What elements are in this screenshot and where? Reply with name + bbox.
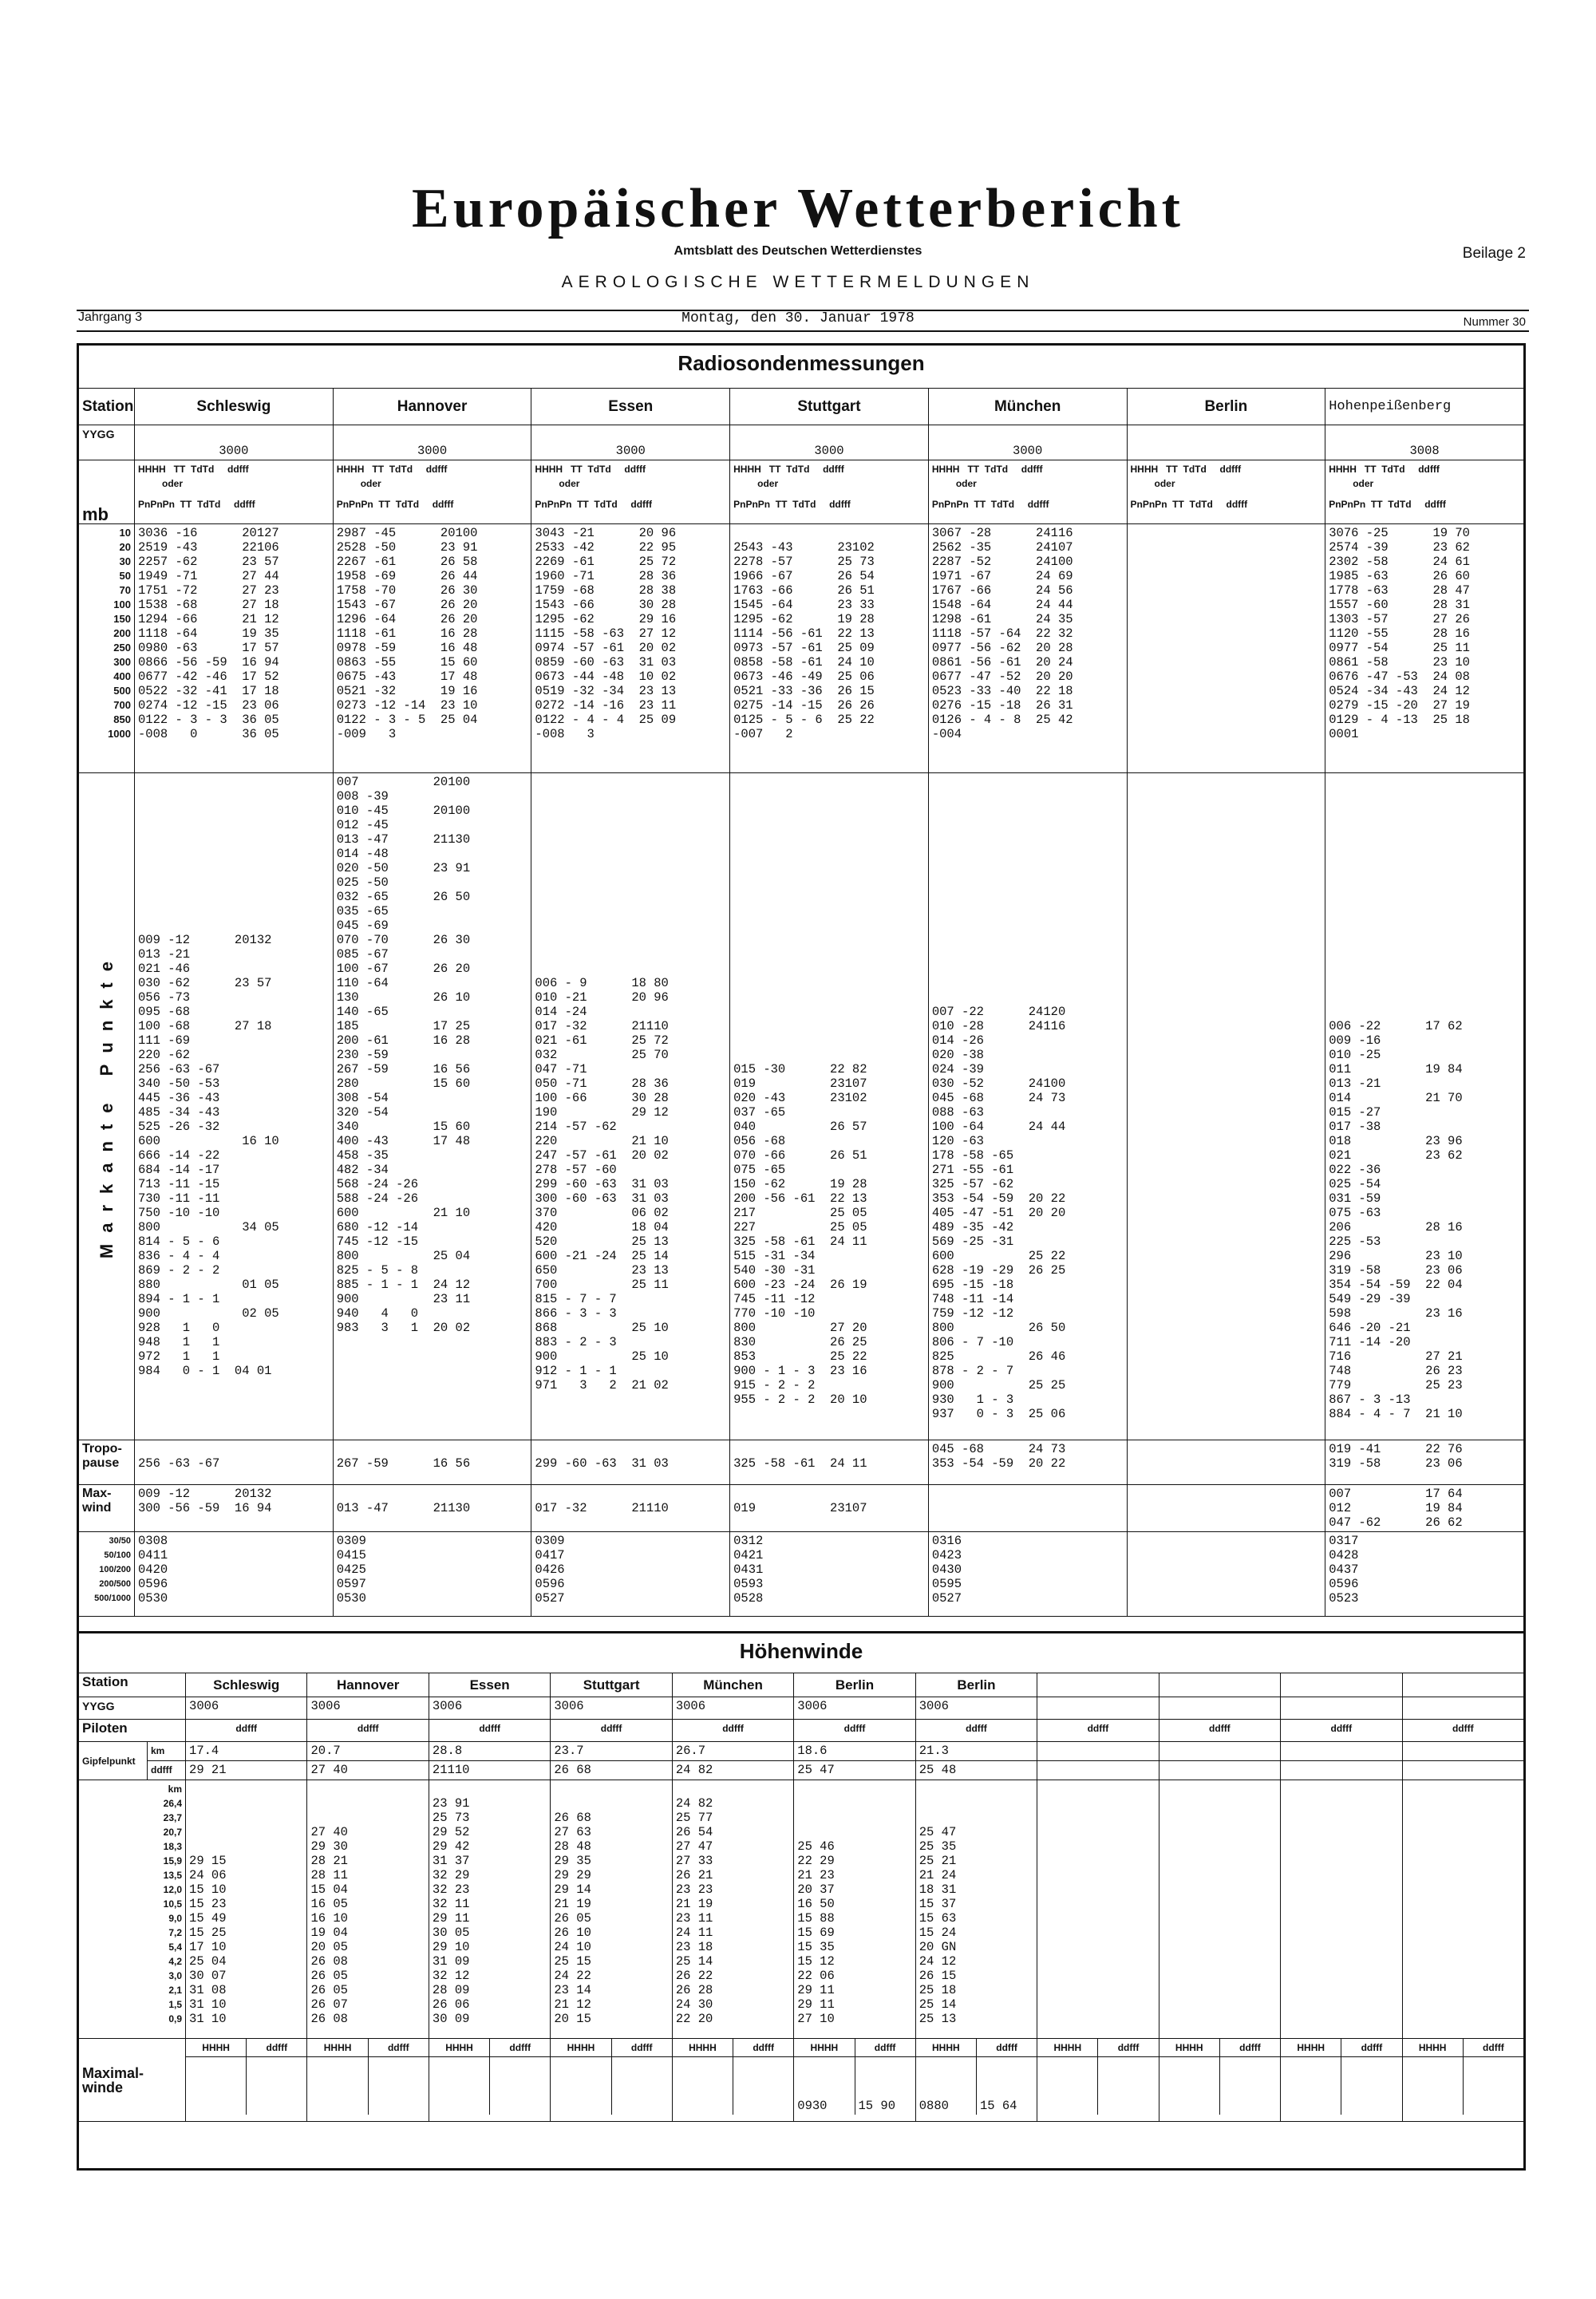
- ddfff-header: ddfff: [733, 2039, 794, 2057]
- wind-values: [1402, 1780, 1523, 2039]
- maximal-wind-value: [247, 2057, 307, 2115]
- maximal-wind-cell: [429, 2039, 550, 2122]
- marked-points-data: [1127, 773, 1325, 1440]
- ddfff-header: ddfff: [976, 2039, 1037, 2057]
- maxwind-data: [1127, 1485, 1325, 1532]
- winds-yygg-value: 3006: [794, 1697, 915, 1720]
- radio-yygg-value: 3000: [333, 425, 531, 460]
- maximal-wind-cell: [1402, 2039, 1523, 2122]
- maximal-wind-value: [1463, 2057, 1523, 2115]
- winds-yygg-value: [1159, 1697, 1280, 1720]
- maximal-wind-cell: [186, 2039, 307, 2122]
- issue-number: Nummer 30: [1463, 315, 1526, 329]
- ddfff-header: ddfff: [551, 1720, 672, 1742]
- gipfel-dd-value: [1281, 1761, 1402, 1780]
- ddfff-header: ddfff: [307, 1720, 429, 1742]
- hhhh-header: HHHH: [794, 2039, 855, 2057]
- ddfff-header: ddfff: [368, 2039, 429, 2057]
- gipfel-km-value: [1159, 1742, 1280, 1761]
- radio-station-name: Essen: [531, 389, 730, 425]
- winds-station-name: Berlin: [915, 1673, 1037, 1697]
- maximal-wind-value: [611, 2057, 672, 2115]
- wind-values: [1159, 1780, 1280, 2039]
- maximal-wind-value: [490, 2057, 551, 2115]
- layer-levels: 30/50 50/100 100/200 200/500 500/1000: [79, 1532, 135, 1617]
- hhhh-header: HHHH: [1159, 2039, 1220, 2057]
- winds-station-name: [1281, 1673, 1402, 1697]
- winds-title: Höhenwinde: [739, 1639, 863, 1663]
- winds-station-name: [1037, 1673, 1159, 1697]
- winds-station-name: Essen: [429, 1673, 550, 1697]
- maxwind-data: 019 23107: [730, 1485, 929, 1532]
- gipfel-dd-value: [1402, 1761, 1523, 1780]
- layer-data: [1127, 1532, 1325, 1617]
- wind-height-levels: km 26,4 23,7 20,7 18,3 15,9 13,5 12,0 10,5 9,0 7,2 5,4 4,2 3,0 2,1 1,5 0,9: [79, 1780, 186, 2039]
- maxwind-label: Max- wind: [79, 1485, 135, 1532]
- gipfel-km-value: 23.7: [551, 1742, 672, 1761]
- standard-level-data: 3036 -16 20127 2519 -43 22106 2257 -62 23 57 1949 -71 27 44 1751 -72 27 23 1538 -68 27 18 1294 -66 21 12 1118 -64 19 35 0980 -63 17 57 0866 -56 -59 16 94 0677 -42 -46 17 52 0522 -32 -41 17 18 0274 -12 -15 23 06 0122 - 3 - 3 36 05 -008 0 36 05: [135, 524, 334, 773]
- tropopause-data: 299 -60 -63 31 03: [531, 1440, 730, 1485]
- pressure-levels: 10 20 30 50 70 100 150 200 250 300 400 500 700 850 1000: [79, 524, 135, 773]
- gipfel-dd-value: 25 47: [794, 1761, 915, 1780]
- issue-date: Montag, den 30. Januar 1978: [681, 310, 915, 326]
- header-top: HHHH TT TdTd ddfff oder: [336, 464, 448, 489]
- gipfel-km-value: 18.6: [794, 1742, 915, 1761]
- winds-station-name: [1159, 1673, 1280, 1697]
- winds-yygg-value: 3006: [551, 1697, 672, 1720]
- wind-values: [1281, 1780, 1402, 2039]
- maximal-wind-cell: [672, 2039, 793, 2122]
- gipfel-dd-value: [1037, 1761, 1159, 1780]
- piloten-label: Piloten: [79, 1720, 186, 1742]
- maximal-wind-height: [186, 2057, 247, 2115]
- maximal-wind-height: [1159, 2057, 1220, 2115]
- winds-station-name: Berlin: [794, 1673, 915, 1697]
- winds-station-name: [1402, 1673, 1523, 1697]
- header-top: HHHH TT TdTd ddfff oder: [733, 464, 844, 489]
- wind-values: 23 91 25 73 29 52 29 42 31 37 32 29 32 23 32 11 29 11 30 05 29 10 31 09 32 12 28 09 26 06 30 09: [429, 1780, 550, 2039]
- hhhh-header: HHHH: [673, 2039, 733, 2057]
- wind-values: 24 82 25 77 26 54 27 47 27 33 26 21 23 23 21 19 23 11 24 11 23 18 25 14 26 22 26 28 24 30 22 20: [672, 1780, 793, 2039]
- radio-yygg-value: [1127, 425, 1325, 460]
- radio-tropopause-row: [79, 1440, 1524, 1485]
- hhhh-header: HHHH: [1403, 2039, 1464, 2057]
- maximal-wind-cell: [551, 2039, 672, 2122]
- winds-separator: [77, 1631, 1526, 1633]
- standard-level-data: 2543 -43 23102 2278 -57 25 73 1966 -67 26 54 1763 -66 26 51 1545 -64 23 33 1295 -62 19 28 1114 -56 -61 22 13 0973 -57 -61 25 09 0858 -58 -61 24 10 0673 -46 -49 25 06 0521 -33 -36 26 15 0275 -14 -15 26 26 0125 - 5 - 6 25 22 -007 2: [730, 524, 929, 773]
- header-bottom: PnPnPn TT TdTd ddfff: [138, 499, 255, 510]
- tropopause-label: Tropo- pause: [79, 1440, 135, 1485]
- header-rule-bottom: [77, 330, 1529, 332]
- header-top: HHHH TT TdTd ddfff oder: [138, 464, 249, 489]
- radio-station-name: Berlin: [1127, 389, 1325, 425]
- winds-yygg-value: 3006: [186, 1697, 307, 1720]
- gipfel-km-value: [1402, 1742, 1523, 1761]
- winds-yygg-value: [1402, 1697, 1523, 1720]
- maximal-wind-cell: [794, 2039, 915, 2122]
- winds-yygg-value: 3006: [672, 1697, 793, 1720]
- radio-marked-points-row: [79, 773, 1524, 1440]
- winds-yygg-value: 3006: [915, 1697, 1037, 1720]
- ddfff-header: ddfff: [1098, 2039, 1159, 2057]
- header-top: HHHH TT TdTd ddfff oder: [931, 464, 1043, 489]
- ddfff-header: ddfff: [855, 2039, 915, 2057]
- radio-station-name: Stuttgart: [730, 389, 929, 425]
- winds-station-name: Stuttgart: [551, 1673, 672, 1697]
- ddfff-header: ddfff: [915, 1720, 1037, 1742]
- radio-station-row: [79, 389, 1524, 425]
- tropopause-data: 325 -58 -61 24 11: [730, 1440, 929, 1485]
- maximal-wind-height: [429, 2057, 490, 2115]
- radio-mb-label: mb: [79, 460, 135, 524]
- maximal-wind-height: [551, 2057, 611, 2115]
- standard-level-data: [1127, 524, 1325, 773]
- radio-yygg-label: YYGG: [79, 425, 135, 460]
- winds-station-name: München: [672, 1673, 793, 1697]
- winds-station-name: Schleswig: [186, 1673, 307, 1697]
- publisher-line: Amtsblatt des Deutschen Wetterdienstes: [674, 244, 922, 258]
- maximal-wind-value: [1098, 2057, 1159, 2115]
- supplement-label: Beilage 2: [1462, 245, 1526, 262]
- gipfel-label: Gipfelpunkt: [79, 1742, 148, 1780]
- radio-standard-levels-row: [79, 524, 1524, 773]
- layer-data: 0317 0428 0437 0596 0523: [1325, 1532, 1524, 1617]
- ddfff-header: ddfff: [490, 2039, 551, 2057]
- radio-station-name: Hohenpeißenberg: [1325, 389, 1524, 425]
- maximal-wind-value: [1219, 2057, 1280, 2115]
- gipfel-km-value: 20.7: [307, 1742, 429, 1761]
- gipfel-dd-value: 26 68: [551, 1761, 672, 1780]
- maxwind-data: 013 -47 21130: [333, 1485, 531, 1532]
- gipfel-km-value: [1037, 1742, 1159, 1761]
- layer-data: 0312 0421 0431 0593 0528: [730, 1532, 929, 1617]
- maximal-wind-cell: [1281, 2039, 1402, 2122]
- winds-heights-row: [79, 1780, 1524, 2039]
- gipfel-km-row: [79, 1742, 1524, 1761]
- gipfel-dd-value: 25 48: [915, 1761, 1037, 1780]
- marked-points-data: 007 -22 24120 010 -28 24116 014 -26 020 -38 024 -39 030 -52 24100 045 -68 24 73 088 -63 100 -64 24 44 120 -63 178 -58 -65 271 -55 -61 325 -57 -62 353 -54 -59 20 22 405 -47 -51 20 20 489 -35 -42 569 -25 -31 600 25 22 628 -19 -29 26 25 695 -15 -18 748 -11 -14 759 -12 -12 800 26 50 806 - 7 -10 825 26 46 878 - 2 - 7 900 25 25 930 1 - 3 937 0 - 3 25 06: [928, 773, 1127, 1440]
- maximal-wind-height: [1037, 2057, 1098, 2115]
- winds-station-label: Station: [79, 1673, 186, 1697]
- maximal-wind-height: 0880: [916, 2057, 977, 2115]
- ddfff-header: ddfff: [186, 1720, 307, 1742]
- winds-yygg-value: 3006: [429, 1697, 550, 1720]
- gipfel-dd-value: 27 40: [307, 1761, 429, 1780]
- header-top: HHHH TT TdTd ddfff oder: [535, 464, 646, 489]
- header-rule-top: [77, 310, 1529, 311]
- winds-yygg-value: 3006: [307, 1697, 429, 1720]
- marked-points-data: 006 -22 17 62 009 -16 010 -25 011 19 84 013 -21 014 21 70 015 -27 017 -38 018 23 96 021 23 62 022 -36 025 -54 031 -59 075 -63 206 28 16 225 -53 296 23 10 319 -58 23 06 354 -54 -59 22 04 549 -29 -39 598 23 16 646 -20 -21 711 -14 -20 716 27 21 748 26 23 779 25 23 867 - 3 -13 884 - 4 - 7 21 10: [1325, 773, 1524, 1440]
- marked-points-label: Markante Punkte: [96, 950, 117, 1259]
- maximal-wind-height: [1403, 2057, 1464, 2115]
- maximal-wind-value: 15 64: [979, 2098, 1017, 2113]
- layer-data: 0309 0417 0426 0596 0527: [531, 1532, 730, 1617]
- tropopause-data: 019 -41 22 76 319 -58 23 06: [1325, 1440, 1524, 1485]
- radio-yygg-value: 3000: [928, 425, 1127, 460]
- winds-table: [78, 1673, 1524, 2122]
- radio-column-header: [1127, 460, 1325, 524]
- gipfel-dd-value: 29 21: [186, 1761, 307, 1780]
- maximal-wind-height: [1281, 2057, 1341, 2115]
- maximal-wind-value: [1341, 2057, 1402, 2115]
- radio-station-name: Schleswig: [135, 389, 334, 425]
- maxwind-data: 009 -12 20132 300 -56 -59 16 94: [135, 1485, 334, 1532]
- ddfff-header: ddfff: [1402, 1720, 1523, 1742]
- maximal-winds-row: [79, 2039, 1524, 2122]
- winds-yygg-value: [1281, 1697, 1402, 1720]
- radio-yygg-row: [79, 425, 1524, 460]
- ddfff-header: ddfff: [1219, 2039, 1280, 2057]
- radio-column-header: [333, 460, 531, 524]
- gipfel-km-value: [1281, 1742, 1402, 1761]
- marked-points-label-cell: [79, 773, 135, 1440]
- maximal-wind-cell: [307, 2039, 429, 2122]
- winds-station-row: [79, 1673, 1524, 1697]
- radio-yygg-value: 3000: [531, 425, 730, 460]
- marked-points-data: 015 -30 22 82 019 23107 020 -43 23102 037 -65 040 26 57 056 -68 070 -66 26 51 075 -65 150 -62 19 28 200 -56 -61 22 13 217 25 05 227 25 05 325 -58 -61 24 11 515 -31 -34 540 -30 -31 600 -23 -24 26 19 745 -11 -12 770 -10 -10 800 27 20 830 26 25 853 25 22 900 - 1 - 3 23 16 915 - 2 - 2 955 - 2 - 2 20 10: [730, 773, 929, 1440]
- ddfff-header: ddfff: [1037, 1720, 1159, 1742]
- radio-column-header: [730, 460, 929, 524]
- layer-data: 0308 0411 0420 0596 0530: [135, 1532, 334, 1617]
- marked-points-data: 009 -12 20132 013 -21 021 -46 030 -62 23 57 056 -73 095 -68 100 -68 27 18 111 -69 220 -62 256 -63 -67 340 -50 -53 445 -36 -43 485 -34 -43 525 -26 -32 600 16 10 666 -14 -22 684 -14 -17 713 -11 -15 730 -11 -11 750 -10 -10 800 34 05 814 - 5 - 6 836 - 4 - 4 869 - 2 - 2 880 01 05 894 - 1 - 1 900 02 05 928 1 0 948 1 1 972 1 1 984 0 - 1 04 01: [135, 773, 334, 1440]
- winds-yygg-value: [1037, 1697, 1159, 1720]
- maximal-wind-value: [368, 2057, 429, 2115]
- maximal-wind-value: 15 90: [858, 2098, 896, 2113]
- radio-station-label: Station: [79, 389, 135, 425]
- radio-station-name: Hannover: [333, 389, 531, 425]
- ddfff-header: ddfff: [429, 1720, 550, 1742]
- maximal-wind-height: [673, 2057, 733, 2115]
- layer-data: 0316 0423 0430 0595 0527: [928, 1532, 1127, 1617]
- ddfff-header: ddfff: [1341, 2039, 1402, 2057]
- tropopause-data: 267 -59 16 56: [333, 1440, 531, 1485]
- radio-column-header: [531, 460, 730, 524]
- hhhh-header: HHHH: [1037, 2039, 1098, 2057]
- ddfff-header: ddfff: [672, 1720, 793, 1742]
- wind-values: 25 46 22 29 21 23 20 37 16 50 15 88 15 69 15 35 15 12 22 06 29 11 29 11 27 10: [794, 1780, 915, 2039]
- radio-column-header: [1325, 460, 1524, 524]
- gipfel-dd-value: [1159, 1761, 1280, 1780]
- ddfff-header: ddfff: [611, 2039, 672, 2057]
- volume-label: Jahrgang 3: [78, 310, 143, 324]
- gipfel-km-label: km: [148, 1742, 186, 1761]
- gipfel-dd-row: [79, 1761, 1524, 1780]
- standard-level-data: 3043 -21 20 96 2533 -42 22 95 2269 -61 25 72 1960 -71 28 36 1759 -68 28 38 1543 -66 30 28 1295 -62 29 16 1115 -58 -63 27 12 0974 -57 -61 20 02 0859 -60 -63 31 03 0673 -44 -48 10 02 0519 -32 -34 23 13 0272 -14 -16 23 11 0122 - 4 - 4 25 09 -008 3: [531, 524, 730, 773]
- winds-piloten-row: [79, 1720, 1524, 1742]
- header-bottom: PnPnPn TT TdTd ddfff: [1329, 499, 1446, 510]
- radio-column-header: [135, 460, 334, 524]
- gipfel-km-value: 28.8: [429, 1742, 550, 1761]
- header-bottom: PnPnPn TT TdTd ddfff: [733, 499, 851, 510]
- header-top: HHHH TT TdTd ddfff oder: [1329, 464, 1440, 489]
- header-bottom: PnPnPn TT TdTd ddfff: [535, 499, 653, 510]
- wind-values: 27 40 29 30 28 21 28 11 15 04 16 05 16 10 19 04 20 05 26 08 26 05 26 05 26 07 26 08: [307, 1780, 429, 2039]
- tropopause-data: 045 -68 24 73 353 -54 -59 20 22: [928, 1440, 1127, 1485]
- section-heading: AEROLOGISCHE WETTERMELDUNGEN: [561, 273, 1035, 291]
- radio-column-header: [928, 460, 1127, 524]
- radio-station-name: München: [928, 389, 1127, 425]
- wind-values: 26 68 27 63 28 48 29 35 29 29 29 14 21 19 26 05 26 10 24 10 25 15 24 22 23 14 21 12 20 15: [551, 1780, 672, 2039]
- gipfel-dd-label: ddfff: [148, 1761, 186, 1780]
- tropopause-data: [1127, 1440, 1325, 1485]
- hhhh-header: HHHH: [1281, 2039, 1341, 2057]
- maxwind-data: 007 17 64 012 19 84 047 -62 26 62: [1325, 1485, 1524, 1532]
- maximal-wind-value: [733, 2057, 794, 2115]
- radio-layer-row: [79, 1532, 1524, 1617]
- maximal-wind-height: [307, 2057, 368, 2115]
- winds-yygg-label: YYGG: [79, 1697, 186, 1720]
- gipfel-km-value: 21.3: [915, 1742, 1037, 1761]
- gipfel-km-value: 17.4: [186, 1742, 307, 1761]
- hhhh-header: HHHH: [186, 2039, 247, 2057]
- maximal-wind-cell: [1159, 2039, 1280, 2122]
- header-bottom: PnPnPn TT TdTd ddfff: [336, 499, 454, 510]
- tropopause-data: 256 -63 -67: [135, 1440, 334, 1485]
- hhhh-header: HHHH: [429, 2039, 490, 2057]
- ddfff-header: ddfff: [1463, 2039, 1523, 2057]
- maximal-wind-cell: [1037, 2039, 1159, 2122]
- header-top: HHHH TT TdTd ddfff oder: [1130, 464, 1242, 489]
- standard-level-data: 2987 -45 20100 2528 -50 23 91 2267 -61 26 58 1958 -69 26 44 1758 -70 26 30 1543 -67 26 20 1296 -64 26 20 1118 -61 16 28 0978 -59 16 48 0863 -55 15 60 0675 -43 17 48 0521 -32 19 16 0273 -12 -14 23 10 0122 - 3 - 5 25 04 -009 3: [333, 524, 531, 773]
- publication-title: Europäischer Wetterbericht: [412, 178, 1184, 239]
- marked-points-data: 007 20100 008 -39 010 -45 20100 012 -45 013 -47 21130 014 -48 020 -50 23 91 025 -50 032 -65 26 50 035 -65 045 -69 070 -70 26 30 085 -67 100 -67 26 20 110 -64 130 26 10 140 -65 185 17 25 200 -61 16 28 230 -59 267 -59 16 56 280 15 60 308 -54 320 -54 340 15 60 400 -43 17 48 458 -35 482 -34 568 -24 -26 588 -24 -26 600 21 10 680 -12 -14 745 -12 -15 800 25 04 825 - 5 - 8 885 - 1 - 1 24 12 900 23 11 940 4 0 983 3 1 20 02: [333, 773, 531, 1440]
- header-bottom: PnPnPn TT TdTd ddfff: [1130, 499, 1248, 510]
- standard-level-data: 3067 -28 24116 2562 -35 24107 2287 -52 24100 1971 -67 24 69 1767 -66 24 56 1548 -64 24 44 1298 -61 24 35 1118 -57 -64 22 32 0977 -56 -62 20 28 0861 -56 -61 20 24 0677 -47 -52 20 20 0523 -33 -40 22 18 0276 -15 -18 26 31 0126 - 4 - 8 25 42 -004: [928, 524, 1127, 773]
- maximal-wind-height: 0930: [794, 2057, 855, 2115]
- radiosonde-title: Radiosondenmessungen: [678, 351, 925, 375]
- radio-yygg-value: 3000: [135, 425, 334, 460]
- ddfff-header: ddfff: [1281, 1720, 1402, 1742]
- layer-data: 0309 0415 0425 0597 0530: [333, 1532, 531, 1617]
- maxwind-data: 017 -32 21110: [531, 1485, 730, 1532]
- wind-values: 25 47 25 35 25 21 21 24 18 31 15 37 15 63 15 24 20 GN 24 12 26 15 25 18 25 14 25 13: [915, 1780, 1037, 2039]
- gipfel-dd-value: 24 82: [672, 1761, 793, 1780]
- ddfff-header: ddfff: [1159, 1720, 1280, 1742]
- winds-yygg-row: [79, 1697, 1524, 1720]
- radio-column-header-row: [79, 460, 1524, 524]
- ddfff-header: ddfff: [794, 1720, 915, 1742]
- hhhh-header: HHHH: [307, 2039, 368, 2057]
- wind-values: 29 15 24 06 15 10 15 23 15 49 15 25 17 10 25 04 30 07 31 08 31 10 31 10: [186, 1780, 307, 2039]
- radio-yygg-value: 3000: [730, 425, 929, 460]
- gipfel-km-value: 26.7: [672, 1742, 793, 1761]
- gipfel-dd-value: 21110: [429, 1761, 550, 1780]
- maximal-wind-cell: [915, 2039, 1037, 2122]
- standard-level-data: 3076 -25 19 70 2574 -39 23 62 2302 -58 24 61 1985 -63 26 60 1778 -63 28 47 1557 -60 28 31 1303 -57 27 26 1120 -55 28 16 0977 -54 25 11 0861 -58 23 10 0676 -47 -53 24 08 0524 -34 -43 24 12 0279 -15 -20 27 19 0129 - 4 -13 25 18 0001: [1325, 524, 1524, 773]
- header-bottom: PnPnPn TT TdTd ddfff: [931, 499, 1049, 510]
- hhhh-header: HHHH: [916, 2039, 977, 2057]
- radio-maxwind-row: [79, 1485, 1524, 1532]
- maximal-winds-label: Maximal- winde: [79, 2039, 186, 2122]
- ddfff-header: ddfff: [247, 2039, 307, 2057]
- radio-yygg-value: 3008: [1325, 425, 1524, 460]
- winds-station-name: Hannover: [307, 1673, 429, 1697]
- maxwind-data: [928, 1485, 1127, 1532]
- hhhh-header: HHHH: [551, 2039, 611, 2057]
- wind-values: [1037, 1780, 1159, 2039]
- radiosonde-table: [78, 388, 1524, 1617]
- marked-points-data: 006 - 9 18 80 010 -21 20 96 014 -24 017 -32 21110 021 -61 25 72 032 25 70 047 -71 050 -71 28 36 100 -66 30 28 190 29 12 214 -57 -62 220 21 10 247 -57 -61 20 02 278 -57 -60 299 -60 -63 31 03 300 -60 -63 31 03 370 06 02 420 18 04 520 25 13 600 -21 -24 25 14 650 23 13 700 25 11 815 - 7 - 7 866 - 3 - 3 868 25 10 883 - 2 - 3 900 25 10 912 - 1 - 1 971 3 2 21 02: [531, 773, 730, 1440]
